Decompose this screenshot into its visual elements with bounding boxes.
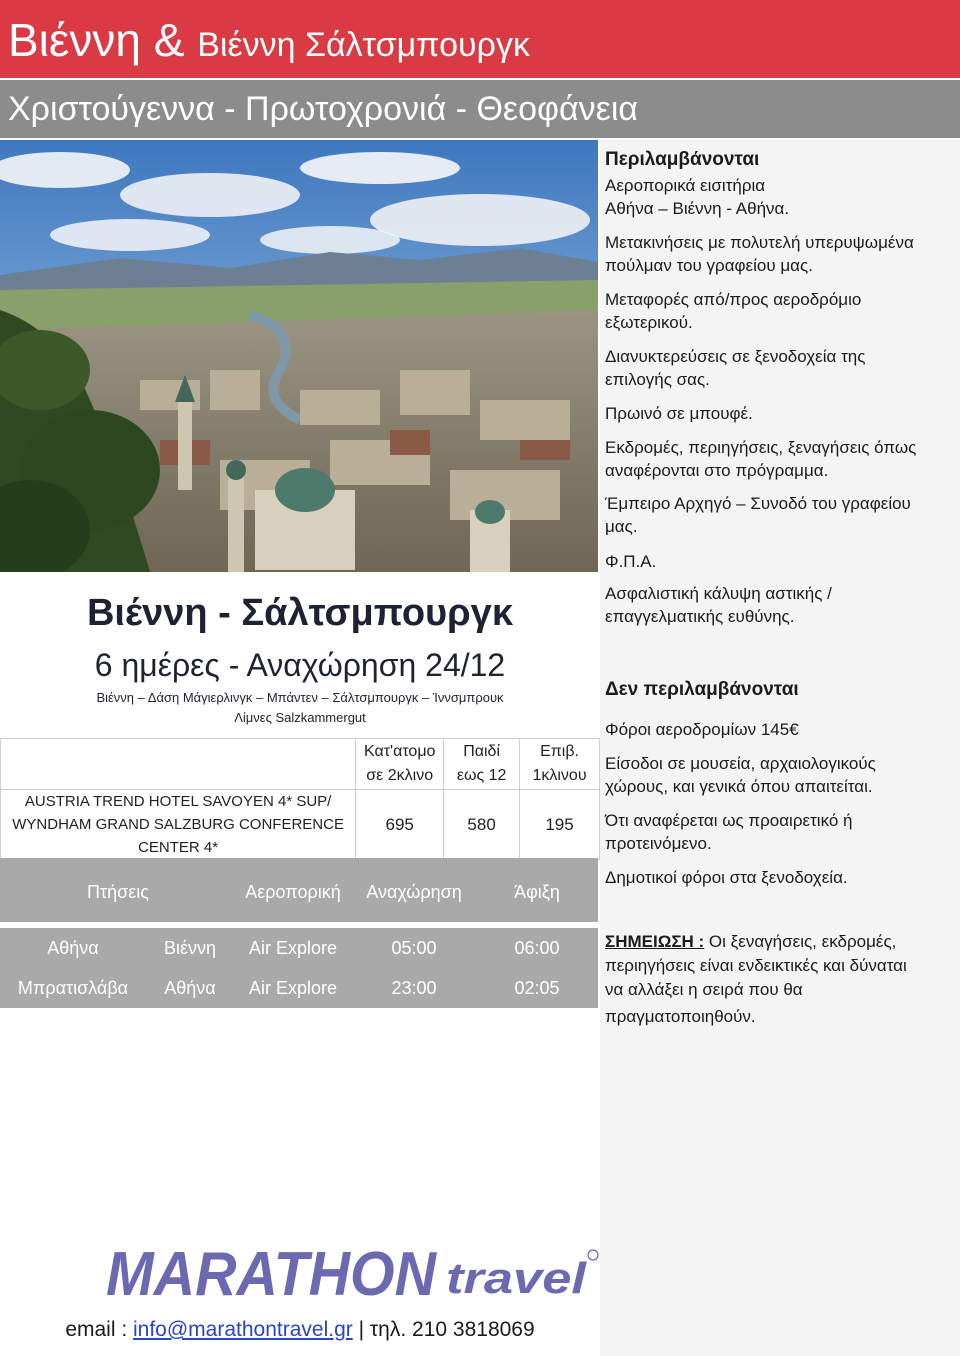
- title-rest: Βιέννη Σάλτσμπουργκ: [197, 26, 530, 64]
- note-line3: να αλλάξει η σειρά που θα: [605, 980, 803, 999]
- price-double: 695: [356, 790, 444, 860]
- includes-item: Μεταφορές από/προς αεροδρόμιο: [605, 290, 862, 309]
- price-table: [0, 738, 600, 860]
- flight-to: Βιέννη: [163, 938, 217, 958]
- includes-item: αναφέρονται στο πρόγραμμα.: [605, 461, 829, 480]
- flight-departure: 23:00: [391, 978, 437, 998]
- city-photo: [0, 140, 598, 572]
- hotel-name-line3: CENTER 4*: [138, 839, 219, 856]
- price-table-header: [1, 739, 600, 790]
- excludes-item: Είσοδοι σε μουσεία, αρχαιολογικούς: [605, 754, 876, 773]
- logo-main-text: MARATHON: [106, 1240, 438, 1305]
- includes-heading: Περιλαμβάνονται: [605, 149, 760, 170]
- flight-to: Αθήνα: [164, 978, 216, 998]
- logo-image: [100, 1235, 600, 1305]
- logo-sub-text: travel: [446, 1254, 587, 1303]
- price-header-double-line2: σε 2κλινο: [366, 767, 434, 784]
- excludes-item: χώρους, και γενικά όπου απαιτείται.: [605, 777, 873, 796]
- tour-duration: 6 ημέρες - Αναχώρηση 24/12: [94, 647, 506, 683]
- note-label: ΣΗΜΕΙΩΣΗ :: [605, 932, 705, 951]
- flight-airline: Air Explore: [248, 978, 338, 998]
- flight-airline: Air Explore: [248, 938, 338, 958]
- tour-stops: [0, 688, 600, 728]
- note-line4: πραγματοποιηθούν.: [605, 1007, 756, 1026]
- marathon-travel-logo: [100, 1235, 600, 1305]
- phone-text: | τηλ. 210 3818069: [352, 1318, 535, 1341]
- price-header-double: [356, 739, 444, 790]
- title-main: Βιέννη &: [8, 14, 185, 66]
- includes-item: επαγγελματικής ευθύνης.: [605, 607, 795, 626]
- note-text1: Οι ξεναγήσεις, εκδρομές,: [704, 932, 897, 951]
- info-column: [600, 140, 960, 1356]
- price-header-single-line2: 1κλινου: [532, 767, 587, 784]
- includes-item: μας.: [605, 517, 638, 536]
- salzburg-panorama-image: [0, 140, 598, 572]
- flight-arrival: 02:05: [514, 978, 560, 998]
- excludes-item: Φόροι αεροδρομίων 145€: [605, 720, 799, 739]
- note-line1: [605, 930, 955, 953]
- includes-item: Αεροπορικά εισιτήρια: [605, 176, 766, 195]
- note-line2: περιηγήσεις είναι ενδεικτικές και δύναται: [605, 956, 907, 975]
- price-header-double-line1: Κατ'ατομο: [363, 743, 436, 760]
- price-header-child-line2: εως 12: [456, 767, 507, 784]
- hotel-name-line2: WYNDHAM GRAND SALZBURG CONFERENCE: [12, 816, 344, 833]
- price-header-single-line1: Επιβ.: [540, 743, 579, 760]
- flight-from: Μπρατισλάβα: [17, 978, 129, 998]
- price-child: 580: [444, 790, 520, 860]
- flights-header-departure: Αναχώρηση: [366, 882, 462, 902]
- includes-item: Ασφαλιστική κάλυψη αστικής /: [605, 584, 832, 603]
- price-header-single: [520, 739, 600, 790]
- includes-item: Έμπειρο Αρχηγό – Συνοδό του γραφείου: [605, 494, 911, 513]
- includes-item: Μετακινήσεις με πολυτελή υπερυψωμένα: [605, 233, 914, 252]
- includes-item: πούλμαν του γραφείου μας.: [605, 256, 813, 275]
- price-header-child: [444, 739, 520, 790]
- excludes-item: Δημοτικοί φόροι στα ξενοδοχεία.: [605, 868, 848, 887]
- flights-header-airline: Αεροπορική: [245, 882, 341, 902]
- flights-header-arrival: Άφιξη: [514, 882, 560, 902]
- hotel-name-line1: AUSTRIA TREND HOTEL SAVOYEN 4* SUP/: [24, 793, 332, 810]
- page-subtitle: Χριστούγεννα - Πρωτοχρονιά - Θεοφάνεια: [8, 90, 639, 128]
- flights-table: [0, 928, 598, 1008]
- price-single: 195: [520, 790, 600, 860]
- includes-item: Διανυκτερεύσεις σε ξενοδοχεία της: [605, 347, 866, 366]
- hotel-name: [1, 790, 356, 860]
- subtitle-banner: [0, 80, 960, 138]
- flight-departure: 05:00: [391, 938, 437, 958]
- excludes-item: Ότι αναφέρεται ως προαιρετικό ή: [605, 811, 853, 830]
- flight-from: Αθήνα: [47, 938, 99, 958]
- email-link[interactable]: info@marathontravel.gr: [133, 1318, 353, 1341]
- price-header-empty: [1, 739, 356, 790]
- tour-stops-line2: Λίμνες Salzkammergut: [234, 710, 366, 725]
- price-header-child-line1: Παιδί: [463, 743, 501, 760]
- includes-item: Φ.Π.Α.: [605, 552, 657, 571]
- price-row: [1, 790, 600, 860]
- flights-header: [0, 858, 598, 922]
- flights-header-flights: Πτήσεις: [87, 882, 149, 902]
- includes-item: εξωτερικού.: [605, 313, 693, 332]
- includes-item: επιλογής σας.: [605, 370, 710, 389]
- excludes-heading: Δεν περιλαμβάνονται: [605, 679, 799, 700]
- tour-stops-line1: Βιέννη – Δάση Μάγιερλινγκ – Μπάντεν – Σάλτσμπουργκ – Ίννσμπρουκ: [96, 690, 504, 705]
- page-title: [8, 12, 530, 73]
- flight-arrival: 06:00: [514, 938, 560, 958]
- includes-item: Αθήνα – Βιέννη - Αθήνα.: [605, 199, 790, 218]
- email-label: email :: [65, 1318, 133, 1341]
- contact-line: [0, 1316, 600, 1344]
- excludes-item: προτεινόμενο.: [605, 834, 712, 853]
- tour-route: Βιέννη - Σάλτσμπουργκ: [86, 592, 514, 634]
- includes-item: Πρωινό σε μπουφέ.: [605, 404, 753, 423]
- title-banner: [0, 0, 960, 78]
- includes-item: Εκδρομές, περιηγήσεις, ξεναγήσεις όπως: [605, 438, 917, 457]
